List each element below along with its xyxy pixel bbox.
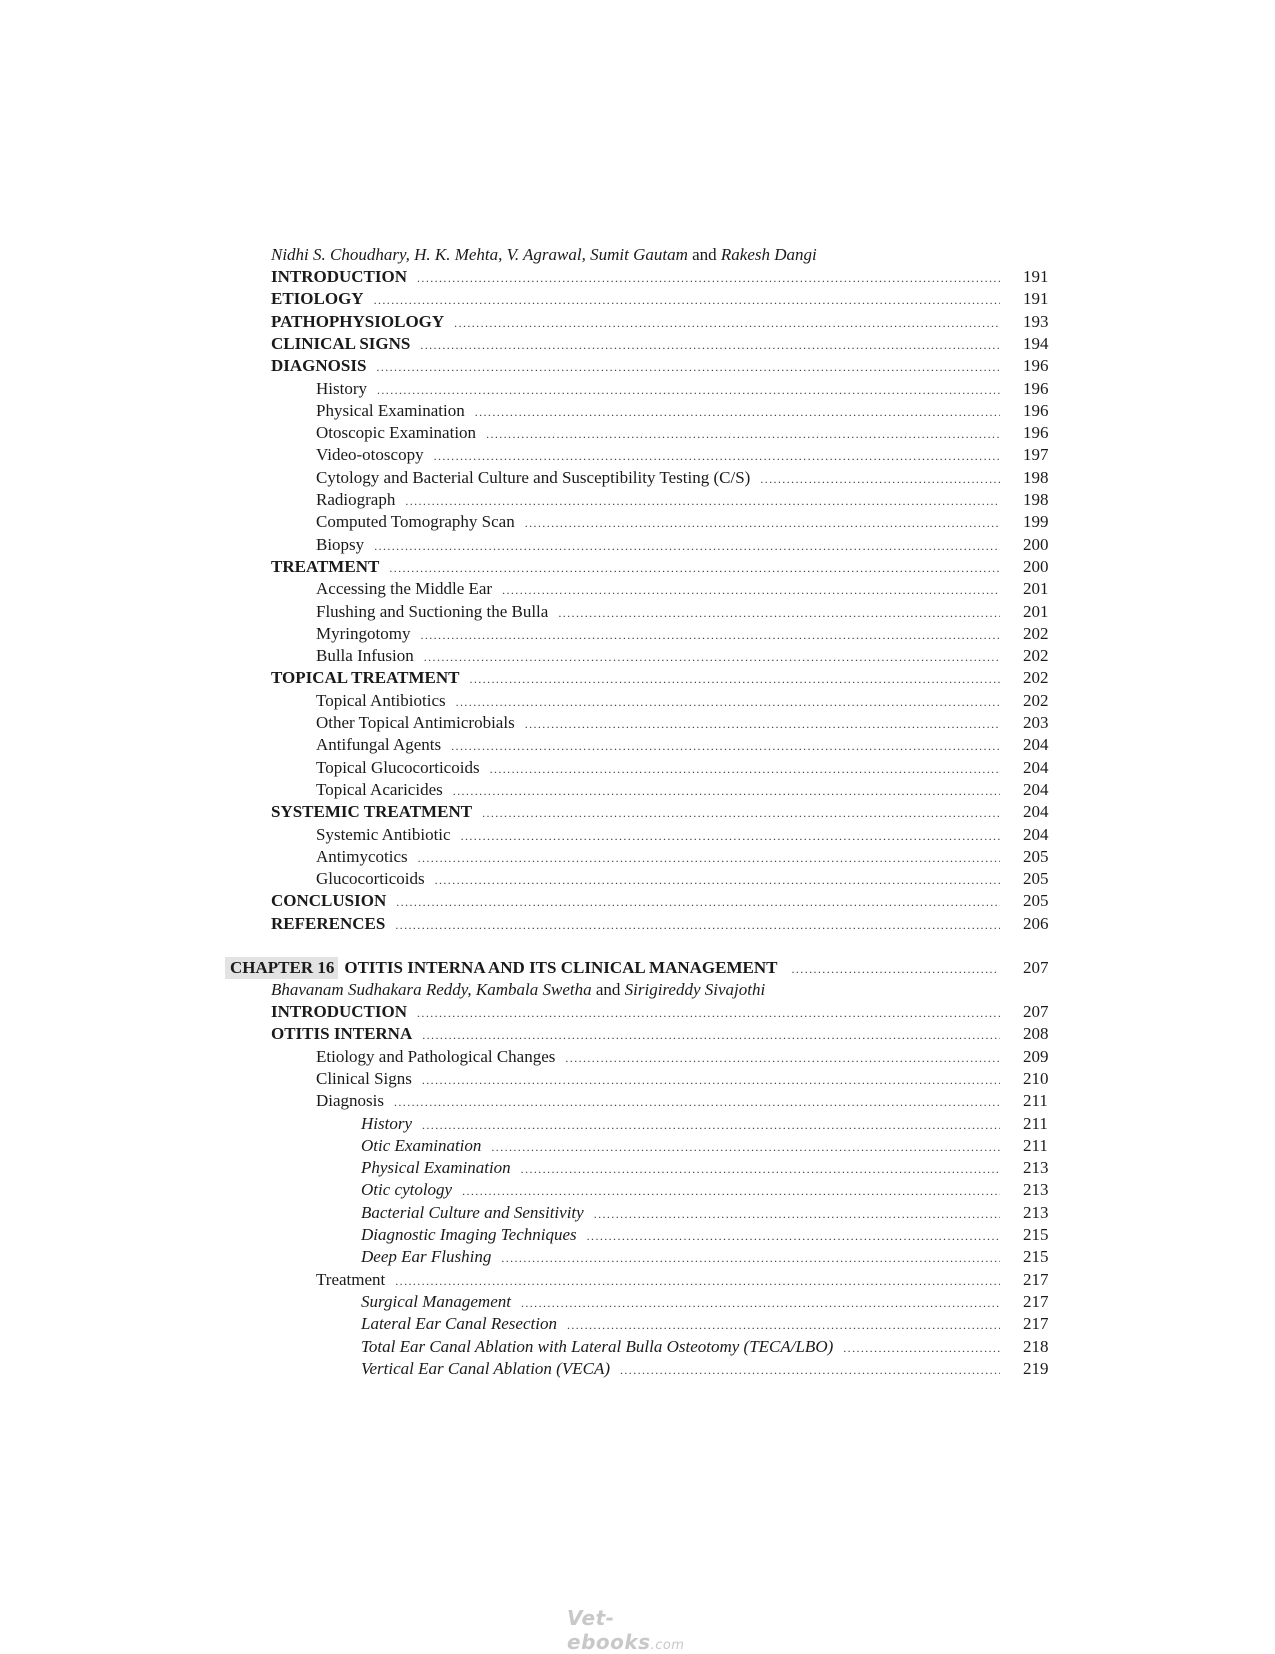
dot-leader [451, 735, 1000, 757]
toc-page-number: 205 [1023, 846, 1049, 866]
toc-entry-label: Glucocorticoids [316, 869, 425, 889]
toc-entry-label: Clinical Signs [316, 1068, 412, 1088]
dot-leader [620, 1359, 1000, 1381]
toc-page-number: 204 [1023, 779, 1049, 799]
toc-entry-label: Video-otoscopy [316, 445, 424, 465]
dot-leader [422, 1114, 1000, 1136]
toc-page-number: 204 [1023, 824, 1049, 844]
dot-leader [482, 802, 1000, 824]
toc-entry[interactable] [271, 311, 1049, 333]
toc-entry-label: Cytology and Bacterial Culture and Susceptibility Testing (C/S) [316, 467, 751, 487]
toc-entry[interactable] [361, 1224, 1049, 1246]
toc-page-number: 202 [1023, 690, 1049, 710]
dot-leader [760, 468, 1000, 490]
dot-leader [434, 445, 1000, 467]
dot-leader [491, 1136, 1000, 1158]
toc-page-number: 208 [1023, 1024, 1049, 1044]
toc-page-number: 196 [1023, 423, 1049, 443]
toc-page-number: 198 [1023, 490, 1049, 509]
dot-leader [501, 1247, 1000, 1269]
toc-entry-label: Surgical Management [361, 1291, 511, 1311]
toc-entry-label: INTRODUCTION [271, 1002, 408, 1021]
author-text: Nidhi S. Choudhary, H. K. Mehta, V. Agrawal, Sumit Gautam [271, 245, 688, 264]
dot-leader [417, 267, 1000, 289]
toc-entry-label: Diagnostic Imaging Techniques [361, 1225, 577, 1244]
author-text: Rakesh Dangi [720, 245, 817, 264]
toc-page-number: 203 [1023, 713, 1049, 732]
author-text: Bhavanam Sudhakara Reddy, Kambala Swetha [271, 980, 592, 999]
toc-entry-label: Otic cytology [361, 1180, 453, 1200]
toc-page-number: 211 [1023, 1091, 1048, 1111]
dot-leader [567, 1314, 1000, 1336]
toc-entry-label: DIAGNOSIS [271, 356, 367, 376]
toc-page-number: 196 [1023, 400, 1049, 420]
toc-page-number: 213 [1023, 1158, 1049, 1178]
dot-leader [486, 423, 1000, 445]
toc-entry[interactable] [316, 623, 1049, 645]
toc-entry[interactable] [361, 1358, 1049, 1380]
toc-entry-label: Radiograph [316, 490, 396, 509]
dot-leader [453, 780, 1000, 802]
toc-entry[interactable] [271, 266, 1049, 288]
toc-entry[interactable] [361, 1202, 1049, 1224]
toc-entry[interactable] [316, 1046, 1049, 1068]
dot-leader [420, 334, 1000, 356]
dot-leader [565, 1047, 1000, 1069]
toc-entry-label: Bulla Infusion [316, 646, 414, 666]
dot-leader [461, 825, 1000, 847]
toc-page-number: 196 [1023, 378, 1049, 398]
toc-page-number: 205 [1023, 869, 1049, 889]
toc-entry-label: Lateral Ear Canal Resection [361, 1314, 557, 1334]
section-authors [271, 244, 817, 266]
toc-entry[interactable] [316, 489, 1049, 511]
toc-entry-label: Topical Acaricides [316, 779, 443, 799]
toc-entry-label: Physical Examination [316, 400, 465, 420]
dot-leader [435, 869, 1000, 891]
toc-entry-label: Topical Antibiotics [316, 690, 446, 710]
toc-page-number: 204 [1023, 802, 1049, 822]
toc-entry-label: Flushing and Suctioning the Bulla [316, 601, 549, 621]
dot-leader [521, 1158, 1000, 1180]
dot-leader [843, 1337, 1000, 1359]
dot-leader [395, 1270, 1000, 1292]
toc-page-number: 219 [1023, 1358, 1049, 1378]
toc-entry[interactable] [316, 1090, 1048, 1112]
toc-entry[interactable] [316, 645, 1049, 667]
toc-entry[interactable] [316, 1068, 1049, 1090]
toc-entry[interactable] [271, 801, 1049, 823]
toc-entry-label: Accessing the Middle Ear [316, 579, 493, 599]
toc-entry[interactable] [316, 378, 1049, 400]
toc-page-number: 193 [1023, 311, 1049, 331]
toc-entry[interactable] [361, 1113, 1048, 1135]
toc-page-number: 201 [1023, 579, 1049, 599]
toc-entry[interactable] [316, 690, 1049, 712]
toc-entry[interactable] [271, 333, 1049, 355]
toc-entry[interactable] [316, 511, 1049, 533]
author-text: Sirigireddy Sivajothi [624, 980, 766, 999]
toc-page-number: 196 [1023, 356, 1049, 376]
dot-leader [521, 1292, 1000, 1314]
toc-entry[interactable] [316, 1269, 1049, 1291]
dot-leader [475, 401, 1000, 423]
dot-leader [792, 958, 999, 980]
chapter-page-number: 207 [1023, 958, 1049, 977]
toc-entry-label: Physical Examination [361, 1158, 511, 1178]
dot-leader [394, 1091, 1000, 1113]
toc-entry[interactable] [361, 1291, 1049, 1313]
toc-page-number: 200 [1023, 534, 1049, 554]
toc-page-number: 217 [1023, 1314, 1049, 1334]
dot-leader [376, 356, 1000, 378]
toc-page-number: 213 [1023, 1180, 1049, 1200]
toc-entry-label: Computed Tomography Scan [316, 512, 515, 532]
toc-entry[interactable] [271, 667, 1049, 689]
toc-entry-label: Treatment [316, 1269, 386, 1289]
toc-entry-label: Other Topical Antimicrobials [316, 713, 515, 732]
toc-page-number: 194 [1023, 333, 1049, 353]
author-text: and [591, 980, 625, 999]
toc-entry[interactable] [361, 1179, 1049, 1201]
toc-page-number: 209 [1023, 1046, 1049, 1066]
toc-entry[interactable] [316, 601, 1049, 623]
toc-entry[interactable] [361, 1246, 1049, 1268]
toc-entry[interactable] [316, 868, 1049, 890]
toc-entry-label: Bacterial Culture and Sensitivity [361, 1202, 584, 1222]
dot-leader [395, 914, 1000, 936]
toc-page-number: 191 [1023, 289, 1049, 309]
toc-entry[interactable] [316, 824, 1049, 846]
toc-entry-label: OTITIS INTERNA [271, 1024, 413, 1044]
toc-entry[interactable] [316, 422, 1049, 444]
toc-entry-label: History [361, 1113, 412, 1133]
toc-entry[interactable] [316, 578, 1049, 600]
toc-entry-label: CONCLUSION [271, 891, 387, 911]
toc-entry[interactable] [361, 1336, 1049, 1358]
toc-entry-label: Otoscopic Examination [316, 423, 477, 443]
toc-entry-label: Topical Glucocorticoids [316, 757, 480, 777]
toc-entry-label: Vertical Ear Canal Ablation (VECA) [361, 1358, 610, 1378]
toc-entry-label: Total Ear Canal Ablation with Lateral Bulla Osteotomy (TECA/LBO) [361, 1336, 834, 1356]
toc-entry-label: Deep Ear Flushing [361, 1247, 492, 1267]
toc-entry[interactable] [361, 1313, 1049, 1335]
dot-leader [454, 312, 1000, 334]
toc-page-number: 213 [1023, 1202, 1049, 1222]
toc-page-number: 205 [1023, 891, 1049, 911]
dot-leader [456, 691, 1000, 713]
toc-entry[interactable] [316, 846, 1049, 868]
toc-page-number: 191 [1023, 267, 1049, 286]
toc-page-number: 197 [1023, 445, 1049, 465]
toc-page-number: 211 [1023, 1113, 1048, 1133]
toc-entry[interactable] [316, 444, 1049, 466]
toc-page-number: 206 [1023, 913, 1049, 933]
dot-leader [594, 1203, 1000, 1225]
toc-entry-label: Antifungal Agents [316, 735, 442, 755]
toc-entry-label: PATHOPHYSIOLOGY [271, 311, 445, 331]
toc-entry-label: CLINICAL SIGNS [271, 333, 411, 353]
toc-entry[interactable] [316, 779, 1049, 801]
chapter-title: OTITIS INTERNA AND ITS CLINICAL MANAGEMENT [344, 958, 778, 977]
dot-leader [469, 668, 1000, 690]
dot-leader [558, 602, 1000, 624]
dot-leader [525, 512, 1000, 534]
toc-entry-label: TREATMENT [271, 556, 380, 576]
toc-entry[interactable] [316, 734, 1049, 756]
toc-page-number: 217 [1023, 1269, 1049, 1289]
toc-entry-label: TOPICAL TREATMENT [271, 668, 460, 688]
toc-page-number: 199 [1023, 512, 1049, 532]
toc-page-number: 215 [1023, 1247, 1049, 1267]
toc-entry-label: Biopsy [316, 534, 365, 554]
toc-page-number: 202 [1023, 623, 1049, 643]
dot-leader [374, 535, 1000, 557]
chapter-number: CHAPTER 16 [225, 957, 338, 979]
dot-leader [377, 379, 1000, 401]
toc-page-number: 202 [1023, 646, 1049, 666]
watermark-logo: Vet-ebooks.com [567, 1606, 685, 1654]
dot-leader [417, 1002, 1000, 1024]
chapter-heading[interactable] [225, 957, 1023, 979]
toc-page-number: 211 [1023, 1135, 1048, 1155]
toc-page-number: 202 [1023, 668, 1049, 688]
toc-entry-label: History [316, 378, 367, 398]
dot-leader [525, 713, 1000, 735]
toc-page-number: 204 [1023, 757, 1049, 777]
toc-page-number: 204 [1023, 735, 1049, 755]
dot-leader [418, 847, 1000, 869]
dot-leader [587, 1225, 1000, 1247]
dot-leader [422, 1069, 1000, 1091]
dot-leader [422, 1024, 1000, 1046]
chapter-authors [271, 979, 765, 1001]
toc-entry[interactable] [271, 355, 1049, 377]
toc-entry-label: REFERENCES [271, 913, 386, 933]
dot-leader [502, 579, 1000, 601]
toc-entry[interactable] [271, 1001, 1049, 1023]
toc-entry[interactable] [271, 288, 1049, 310]
toc-page-number: 210 [1023, 1068, 1049, 1088]
toc-entry-label: ETIOLOGY [271, 289, 364, 309]
toc-entry-label: INTRODUCTION [271, 267, 408, 286]
author-text: and [687, 245, 721, 264]
dot-leader [420, 624, 1000, 646]
dot-leader [462, 1180, 1000, 1202]
toc-entry[interactable] [316, 757, 1049, 779]
toc-page-number: 200 [1023, 556, 1049, 576]
toc-page-number: 218 [1023, 1336, 1049, 1356]
toc-page-number: 217 [1023, 1291, 1049, 1311]
toc-entry[interactable] [271, 556, 1049, 578]
toc-entry-label: Etiology and Pathological Changes [316, 1046, 556, 1066]
toc-entry[interactable] [361, 1157, 1049, 1179]
toc-entry[interactable] [271, 890, 1049, 912]
toc-entry[interactable] [316, 400, 1049, 422]
toc-page-number: 198 [1023, 467, 1049, 487]
toc-entry-label: Systemic Antibiotic [316, 824, 451, 844]
dot-leader [389, 557, 1000, 579]
toc-page-number: 201 [1023, 601, 1049, 621]
toc-entry[interactable] [316, 534, 1049, 556]
toc-entry-label: SYSTEMIC TREATMENT [271, 802, 473, 822]
dot-leader [405, 490, 1000, 512]
toc-entry-label: Diagnosis [316, 1091, 384, 1111]
toc-entry[interactable] [316, 467, 1049, 489]
dot-leader [374, 289, 1000, 311]
toc-page-number: 207 [1023, 1002, 1049, 1021]
toc-entry-label: Antimycotics [316, 846, 408, 866]
toc-entry[interactable] [316, 712, 1049, 734]
toc-page-number: 215 [1023, 1225, 1049, 1244]
dot-leader [490, 758, 1000, 780]
dot-leader [396, 891, 1000, 913]
toc-entry[interactable] [361, 1135, 1048, 1157]
toc-entry[interactable] [271, 1023, 1049, 1045]
dot-leader [424, 646, 1000, 668]
toc-entry-label: Otic Examination [361, 1135, 482, 1155]
toc-entry-label: Myringotomy [316, 623, 411, 643]
toc-entry[interactable] [271, 913, 1049, 935]
